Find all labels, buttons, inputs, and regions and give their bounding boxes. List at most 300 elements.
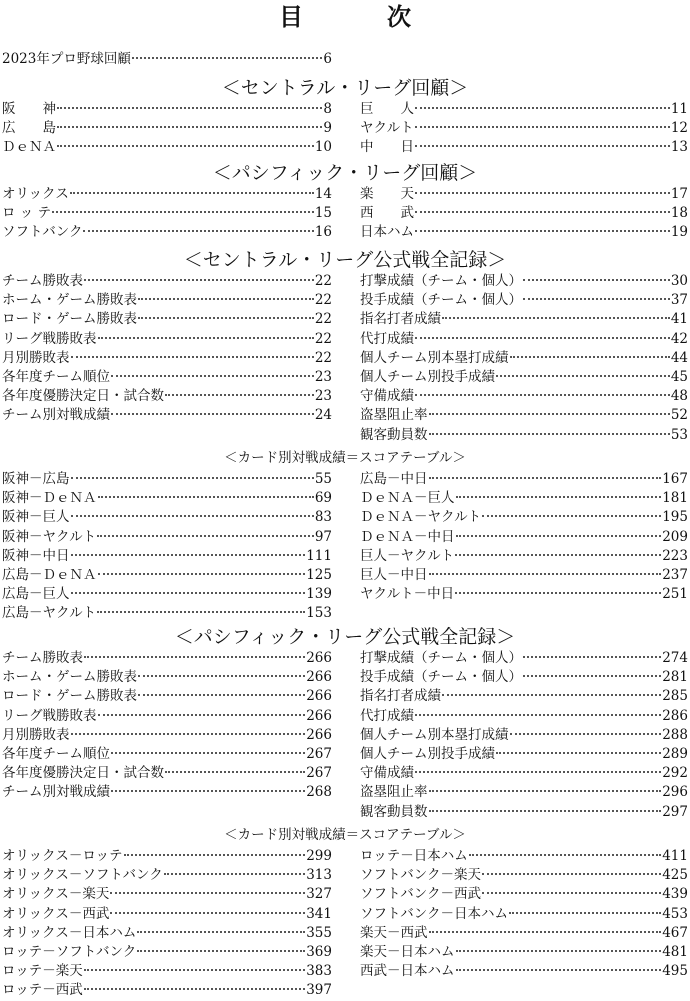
dot-leader: [456, 969, 662, 971]
entry-page: 30: [670, 273, 688, 289]
entry-label: ソフトバンク－西武: [360, 886, 481, 903]
toc-entry[interactable]: [2, 943, 332, 962]
toc-section: [0, 248, 690, 445]
toc-entry[interactable]: [360, 100, 688, 119]
entry-page: 266: [306, 707, 332, 724]
toc-entry[interactable]: [360, 803, 688, 822]
intro-entry: [0, 50, 690, 69]
dot-leader: [71, 356, 314, 358]
entry-page: 267: [306, 765, 332, 782]
toc-entry[interactable]: [2, 981, 332, 1000]
entry-label: ロッテ－ソフトバンク: [2, 943, 137, 960]
toc-entry[interactable]: [2, 185, 332, 204]
toc-entry[interactable]: [2, 687, 332, 706]
entry-label: 広 島: [2, 120, 56, 137]
toc-entry[interactable]: [360, 566, 688, 585]
toc-entry[interactable]: [2, 368, 332, 387]
entry-page: 19: [670, 224, 688, 241]
toc-entry[interactable]: [2, 50, 332, 69]
toc-section: [0, 825, 690, 1001]
entry-page: 53: [670, 426, 688, 443]
toc-entry[interactable]: [360, 962, 688, 981]
toc-entry[interactable]: [2, 905, 332, 924]
entry-page: 299: [306, 848, 332, 864]
toc-entry[interactable]: [360, 649, 688, 668]
dot-leader: [137, 950, 305, 952]
entry-page: 411: [662, 848, 688, 864]
entry-page: 266: [306, 726, 332, 743]
dot-leader: [98, 496, 314, 498]
dot-leader: [84, 988, 305, 990]
toc-entry[interactable]: [360, 707, 688, 726]
entry-page: 251: [662, 586, 688, 603]
entry-page: 453: [662, 905, 688, 922]
toc-entry[interactable]: [360, 866, 688, 885]
entry-label: 月別勝敗表: [2, 349, 70, 366]
dot-leader: [496, 752, 661, 754]
toc-entry[interactable]: [2, 508, 332, 527]
toc-entry[interactable]: [2, 604, 332, 623]
toc-entry[interactable]: [2, 726, 332, 745]
entry-page: 167: [662, 471, 688, 487]
dot-leader: [429, 573, 662, 575]
entry-label: ロード・ゲーム勝敗表: [2, 688, 137, 705]
entry-label: 巨人－中日: [360, 566, 428, 583]
entry-page: 327: [306, 886, 332, 903]
toc-entry[interactable]: [2, 387, 332, 406]
dot-leader: [482, 873, 661, 875]
toc-entry[interactable]: [2, 707, 332, 726]
entry-page: 42: [670, 330, 688, 347]
entry-page: 18: [670, 205, 688, 222]
entry-label: ロッテ－楽天: [2, 963, 83, 980]
dot-leader: [84, 969, 305, 971]
entry-page: 97: [314, 528, 332, 545]
entry-label: 守備成績: [360, 388, 414, 405]
entry-page: 266: [306, 669, 332, 686]
entry-page: 181: [662, 490, 688, 507]
toc-entry[interactable]: [2, 847, 332, 866]
entry-page: 288: [662, 726, 688, 743]
entry-label: 阪 神: [2, 101, 56, 117]
toc-entry[interactable]: [2, 783, 332, 802]
dot-leader: [469, 854, 661, 856]
right-column: [360, 649, 688, 822]
toc-entry[interactable]: [2, 470, 332, 489]
entry-label: 西武－日本ハム: [360, 963, 455, 980]
entry-label: 投手成績（チーム・個人）: [360, 669, 522, 686]
toc-entry[interactable]: [360, 905, 688, 924]
entry-page: 44: [670, 349, 688, 366]
entry-label: ソフトバンク－日本ハム: [360, 905, 508, 922]
entry-page: 425: [662, 867, 688, 884]
toc-entry[interactable]: [360, 426, 688, 445]
entry-label: リーグ戦勝敗表: [2, 330, 97, 347]
dot-leader: [83, 230, 313, 232]
toc-entry[interactable]: [2, 204, 332, 223]
entry-page: 8: [323, 101, 332, 117]
dot-leader: [110, 912, 305, 914]
entry-page: 14: [314, 186, 332, 202]
dot-leader: [415, 337, 670, 339]
dot-leader: [429, 477, 662, 479]
dot-leader: [509, 912, 661, 914]
toc-entry[interactable]: [2, 962, 332, 981]
entry-label: 個人チーム別本塁打成績: [360, 349, 509, 366]
entry-label: 阪神－巨人: [2, 509, 70, 526]
dot-leader: [111, 752, 305, 754]
entry-label: 個人チーム別投手成績: [360, 745, 495, 762]
dot-leader: [124, 854, 306, 856]
entry-page: 52: [670, 407, 688, 424]
entry-page: 355: [306, 924, 332, 941]
entry-page: 24: [314, 407, 332, 424]
entry-label: 巨 人: [360, 101, 414, 117]
dot-leader: [415, 230, 670, 232]
toc-entry[interactable]: [2, 330, 332, 349]
dot-leader: [496, 375, 670, 377]
entry-label: 盗塁阻止率: [360, 784, 428, 801]
entry-label: 個人チーム別本塁打成績: [360, 726, 509, 743]
entry-page: 55: [314, 471, 332, 487]
dot-leader: [164, 873, 305, 875]
left-column: [2, 847, 332, 1001]
entry-page: 22: [314, 330, 332, 347]
entry-label: 広島－ヤクルト: [2, 605, 97, 622]
entry-page: 341: [306, 905, 332, 922]
dot-leader: [510, 356, 670, 358]
entry-label: 各年度チーム順位: [2, 745, 110, 762]
toc-section: [0, 161, 690, 243]
toc-entry[interactable]: [360, 272, 688, 291]
entry-label: 各年度優勝決定日・試合数: [2, 765, 164, 782]
dot-leader: [165, 771, 305, 773]
entry-label: 楽天－日本ハム: [360, 943, 455, 960]
toc-entry[interactable]: [2, 649, 332, 668]
entry-label: 各年度チーム順位: [2, 368, 110, 385]
entry-label: 打撃成績（チーム・個人）: [360, 650, 522, 666]
entry-page: 23: [314, 368, 332, 385]
entry-page: 16: [314, 224, 332, 241]
toc-entry[interactable]: [360, 489, 688, 508]
dot-leader: [429, 433, 670, 435]
entry-page: 481: [662, 943, 688, 960]
dot-leader: [415, 107, 670, 109]
entry-label: 中 日: [360, 139, 414, 156]
entry-label: ホーム・ゲーム勝敗表: [2, 292, 137, 309]
entry-page: 15: [314, 205, 332, 222]
dot-leader: [98, 573, 306, 575]
dot-leader: [442, 694, 661, 696]
entry-page: 467: [662, 924, 688, 941]
dot-leader: [57, 107, 322, 109]
dot-leader: [57, 126, 322, 128]
dot-leader: [523, 675, 661, 677]
toc-entry[interactable]: [360, 687, 688, 706]
dot-leader: [111, 375, 314, 377]
entry-label: ヤクルト－中日: [360, 586, 455, 603]
left-column: [2, 272, 332, 445]
toc-entry[interactable]: [360, 349, 688, 368]
dot-leader: [455, 592, 661, 594]
dot-leader: [165, 394, 314, 396]
section-heading: ＜カード別対戦成績＝スコアテーブル＞: [224, 450, 466, 466]
toc-entry[interactable]: [2, 924, 332, 943]
toc-entry[interactable]: [360, 291, 688, 310]
entry-page: 495: [662, 963, 688, 980]
entry-page: 22: [314, 292, 332, 309]
entry-label: ホーム・ゲーム勝敗表: [2, 669, 137, 686]
entry-page: 83: [314, 509, 332, 526]
entry-label: 月別勝敗表: [2, 726, 70, 743]
dot-leader: [84, 279, 314, 281]
left-column: [2, 185, 332, 243]
entry-label: 代打成績: [360, 330, 414, 347]
dot-leader: [132, 57, 323, 59]
toc-entry[interactable]: [2, 745, 332, 764]
entry-page: 369: [306, 943, 332, 960]
toc-entry[interactable]: [360, 745, 688, 764]
entry-page: 289: [662, 745, 688, 762]
toc-entry[interactable]: [360, 885, 688, 904]
toc-entry[interactable]: [360, 924, 688, 943]
toc-entry[interactable]: [360, 204, 688, 223]
toc-entry[interactable]: [2, 119, 332, 138]
toc-entry[interactable]: [360, 185, 688, 204]
entry-page: 439: [662, 886, 688, 903]
toc-entry[interactable]: [2, 310, 332, 329]
toc-entry[interactable]: [2, 528, 332, 547]
entry-label: ロ ッ テ: [2, 205, 52, 222]
dot-leader: [482, 892, 661, 894]
toc-entry[interactable]: [360, 470, 688, 489]
entry-page: 12: [670, 120, 688, 137]
toc-section: [0, 625, 690, 822]
entry-page: 397: [306, 982, 332, 999]
entry-label: 楽天－西武: [360, 924, 428, 941]
dot-leader: [71, 554, 306, 556]
toc-entry[interactable]: [360, 223, 688, 242]
dot-leader: [456, 950, 662, 952]
dot-leader: [138, 298, 314, 300]
entry-label: 代打成績: [360, 707, 414, 724]
entry-page: 41: [670, 311, 688, 328]
entry-label: チーム別対戦成績: [2, 407, 110, 424]
toc-entry[interactable]: [2, 885, 332, 904]
entry-label: 広島－巨人: [2, 586, 70, 603]
entry-page: 297: [662, 803, 688, 820]
toc-section: [0, 76, 690, 158]
entry-page: 266: [306, 650, 332, 666]
toc-entry[interactable]: [360, 330, 688, 349]
dot-leader: [442, 317, 670, 319]
dot-leader: [429, 931, 662, 933]
entry-label: ロッテ－日本ハム: [360, 848, 468, 864]
toc-entry[interactable]: [360, 368, 688, 387]
dot-leader: [523, 298, 670, 300]
dot-leader: [110, 892, 305, 894]
toc-entry[interactable]: [360, 764, 688, 783]
toc-entry[interactable]: [2, 100, 332, 119]
dot-leader: [415, 211, 670, 213]
entry-label: 投手成績（チーム・個人）: [360, 292, 522, 309]
entry-label: 日本ハム: [360, 224, 414, 241]
entry-label: 楽 天: [360, 186, 414, 202]
dot-leader: [415, 145, 670, 147]
dot-leader: [84, 656, 305, 658]
entry-page: 209: [662, 528, 688, 545]
entry-page: 6: [323, 51, 332, 67]
dot-leader: [429, 810, 662, 812]
entry-label: 西 武: [360, 205, 414, 222]
entry-label: ＤｅＮＡ－ヤクルト: [360, 509, 482, 526]
toc-entry[interactable]: [2, 489, 332, 508]
entry-page: 125: [306, 566, 332, 583]
left-column: [2, 470, 332, 624]
dot-leader: [429, 413, 670, 415]
entry-label: オリックス－ソフトバンク: [2, 867, 163, 884]
entry-label: ＤｅＮＡ－中日: [360, 528, 455, 545]
toc-entry[interactable]: [2, 406, 332, 425]
entry-label: 阪神－中日: [2, 547, 70, 564]
entry-page: 23: [314, 388, 332, 405]
dot-leader: [138, 317, 314, 319]
section-heading: ＜セントラル・リーグ回顧＞: [221, 77, 469, 99]
entry-label: チーム勝敗表: [2, 273, 83, 289]
entry-page: 296: [662, 784, 688, 801]
entry-label: ロッテ－西武: [2, 982, 83, 999]
toc-entry[interactable]: [360, 508, 688, 527]
entry-page: 383: [306, 963, 332, 980]
toc-entry[interactable]: [360, 547, 688, 566]
dot-leader: [137, 931, 305, 933]
dot-leader: [71, 592, 306, 594]
toc-entry[interactable]: [2, 566, 332, 585]
toc-entry[interactable]: [2, 585, 332, 604]
entry-label: ＤｅＮＡ: [2, 139, 56, 156]
toc-entry[interactable]: [2, 668, 332, 687]
entry-label: リーグ戦勝敗表: [2, 707, 97, 724]
entry-label: 指名打者成績: [360, 311, 441, 328]
section-heading: ＜パシフィック・リーグ回顧＞: [212, 162, 478, 184]
toc-entry[interactable]: [360, 585, 688, 604]
toc-entry[interactable]: [360, 387, 688, 406]
toc-entry[interactable]: [360, 783, 688, 802]
right-column: [360, 470, 688, 624]
left-column: [2, 100, 332, 158]
toc-entry[interactable]: [360, 847, 688, 866]
entry-page: 195: [662, 509, 688, 526]
entry-label: オリックス－日本ハム: [2, 924, 137, 941]
entry-page: 223: [662, 547, 688, 564]
toc-entry[interactable]: [2, 547, 332, 566]
entry-label: 各年度優勝決定日・試合数: [2, 388, 164, 405]
section-heading: ＜セントラル・リーグ公式戦全記録＞: [183, 249, 507, 271]
toc-entry[interactable]: [360, 943, 688, 962]
entry-page: 111: [306, 547, 332, 564]
toc-entry[interactable]: [360, 528, 688, 547]
dot-leader: [510, 733, 662, 735]
toc-section: [0, 448, 690, 624]
toc-entry[interactable]: [2, 291, 332, 310]
toc-entry[interactable]: [2, 223, 332, 242]
entry-page: 48: [670, 388, 688, 405]
entry-label: オリックス－ロッテ: [2, 848, 123, 864]
entry-page: 17: [670, 186, 688, 202]
entry-label: ＤｅＮＡ－巨人: [360, 490, 455, 507]
dot-leader: [455, 554, 661, 556]
entry-label: 広島－中日: [360, 471, 428, 487]
toc-entry[interactable]: [2, 272, 332, 291]
toc-entry[interactable]: [360, 668, 688, 687]
dot-leader: [71, 733, 306, 735]
entry-label: チーム別対戦成績: [2, 784, 110, 801]
entry-label: 広島－ＤｅＮＡ: [2, 566, 97, 583]
entry-label: 守備成績: [360, 765, 414, 782]
right-column: [360, 185, 688, 243]
dot-leader: [415, 771, 661, 773]
entry-label: ソフトバンク: [2, 224, 83, 241]
entry-page: 22: [314, 349, 332, 366]
toc-entry[interactable]: [2, 138, 332, 157]
toc-entry[interactable]: [360, 310, 688, 329]
entry-label: 阪神－ヤクルト: [2, 528, 97, 545]
entry-page: 266: [306, 688, 332, 705]
toc-entry[interactable]: [360, 138, 688, 157]
dot-leader: [71, 477, 314, 479]
toc-entry[interactable]: [2, 866, 332, 885]
entry-label: ロード・ゲーム勝敗表: [2, 311, 137, 328]
entry-label: 盗塁阻止率: [360, 407, 428, 424]
dot-leader: [456, 496, 662, 498]
page-title: 目 次: [279, 3, 441, 31]
entry-page: 69: [314, 490, 332, 507]
entry-page: 313: [306, 867, 332, 884]
entry-page: 267: [306, 745, 332, 762]
dot-leader: [97, 611, 305, 613]
entry-label: オリックス－西武: [2, 905, 110, 922]
dot-leader: [138, 675, 305, 677]
dot-leader: [415, 714, 661, 716]
toc-entry[interactable]: [2, 764, 332, 783]
entry-page: 11: [670, 101, 688, 117]
right-column: [360, 272, 688, 445]
left-column: [2, 649, 332, 822]
right-column: [360, 100, 688, 158]
dot-leader: [415, 394, 670, 396]
entry-page: 285: [662, 688, 688, 705]
entry-label: 打撃成績（チーム・個人）: [360, 273, 522, 289]
toc-entry[interactable]: [360, 119, 688, 138]
right-column: [360, 847, 688, 1001]
toc-entry[interactable]: [360, 726, 688, 745]
entry-label: 指名打者成績: [360, 688, 441, 705]
entry-page: 22: [314, 273, 332, 289]
entry-label: 個人チーム別投手成績: [360, 368, 495, 385]
toc-entry[interactable]: [360, 406, 688, 425]
section-heading: ＜パシフィック・リーグ公式戦全記録＞: [174, 626, 516, 648]
toc-entry[interactable]: [2, 349, 332, 368]
dot-leader: [98, 714, 306, 716]
entry-page: 22: [314, 311, 332, 328]
entry-label: 阪神－ＤｅＮＡ: [2, 490, 97, 507]
entry-label: 2023年プロ野球回顧: [2, 51, 131, 67]
entry-label: オリックス: [2, 186, 69, 202]
entry-page: 286: [662, 707, 688, 724]
dot-leader: [111, 790, 305, 792]
entry-page: 153: [306, 605, 332, 622]
entry-label: 阪神－広島: [2, 471, 70, 487]
